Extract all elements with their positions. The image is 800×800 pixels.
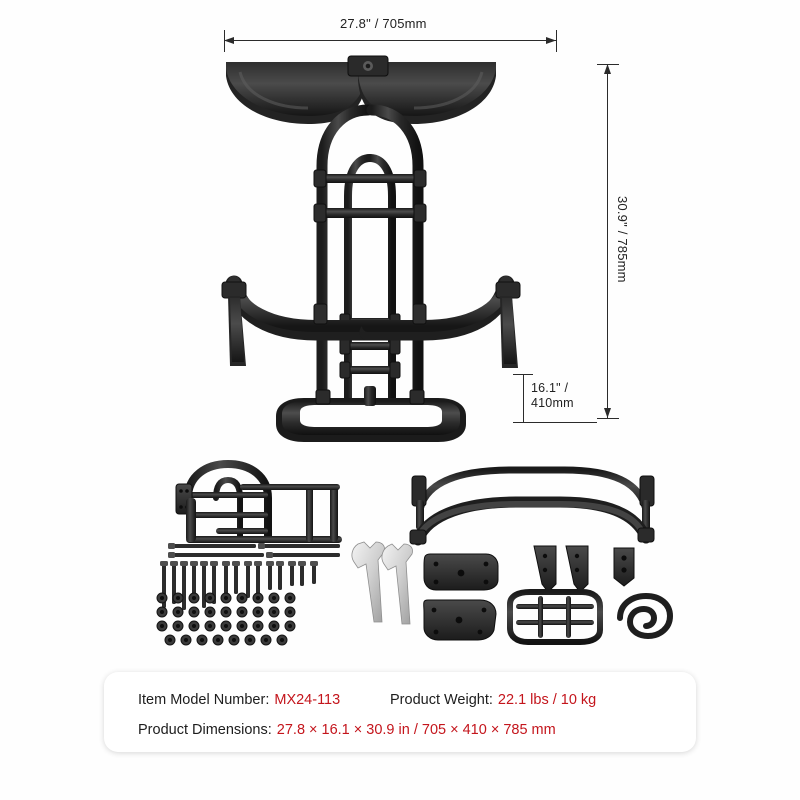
model-value: MX24-113 xyxy=(274,692,341,708)
clip-bracket-part xyxy=(614,548,634,586)
model-label: Item Model Number: xyxy=(138,692,270,708)
height-dimension-label: 30.9" / 785mm xyxy=(615,196,630,283)
width-dimension-label: 27.8" / 705mm xyxy=(340,16,427,31)
wrench-small-part xyxy=(382,544,413,624)
nut-washer-set-part xyxy=(157,593,295,645)
platform-grid-part xyxy=(510,592,600,642)
height-dimension-arrows xyxy=(601,64,614,420)
motorcycle-carrier-rack-assembled xyxy=(196,46,576,436)
weight-value: 22.1 lbs / 10 kg xyxy=(497,692,597,708)
parts-exploded-layout xyxy=(120,452,680,664)
mounting-plate-part-2 xyxy=(424,600,496,640)
spec-dimensions xyxy=(138,716,556,744)
mounting-plate-part xyxy=(424,554,498,590)
weight-label: Product Weight: xyxy=(390,692,493,708)
dimensions-value: 27.8 × 16.1 × 30.9 in / 705 × 410 × 785 mm xyxy=(276,722,556,738)
wrench-large-part xyxy=(352,542,385,622)
strap-assembly-part xyxy=(410,502,654,544)
ladder-frame-part xyxy=(176,464,342,543)
spec-row-model-weight xyxy=(104,686,696,714)
spec-card xyxy=(104,672,696,752)
bolt-set-part xyxy=(160,543,340,610)
dimensions-label: Product Dimensions: xyxy=(138,722,272,738)
u-bracket-part-2 xyxy=(566,546,588,592)
spec-row-dimensions xyxy=(104,714,696,744)
u-bracket-part xyxy=(534,546,556,592)
spec-model xyxy=(138,686,390,714)
depth-dimension-label: 16.1" / 410mm xyxy=(531,381,574,410)
spec-weight xyxy=(390,686,596,714)
coiled-strap-part xyxy=(620,596,670,636)
